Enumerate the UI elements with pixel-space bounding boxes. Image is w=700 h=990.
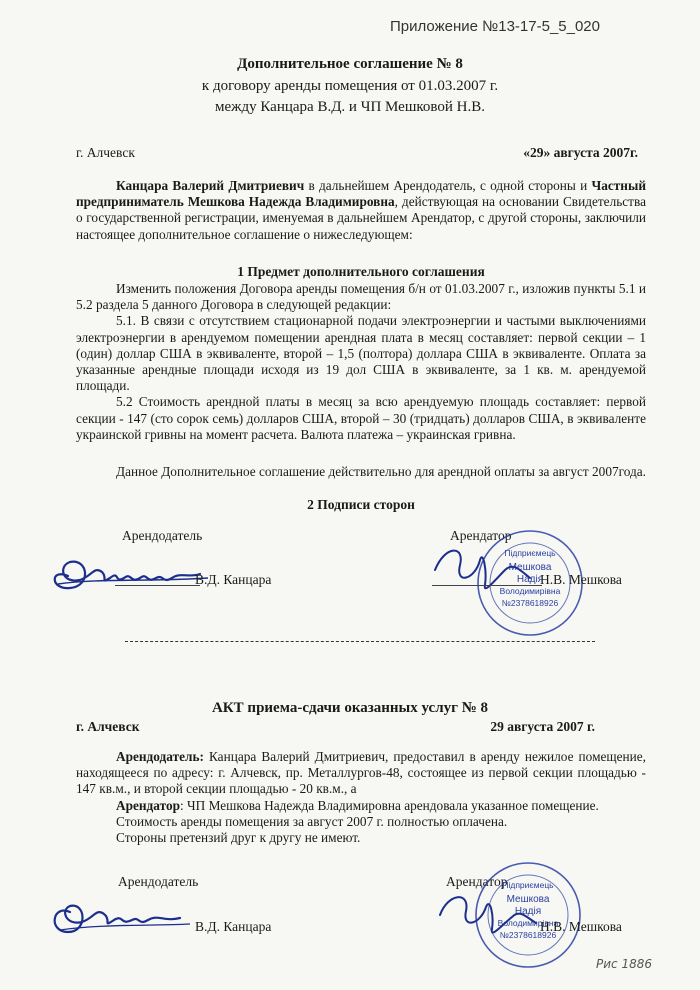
stamp2-line-2: Мешкова	[506, 894, 550, 905]
tenant-signature-1	[425, 540, 535, 600]
section-1-title: 1 Предмет дополнительного соглашения	[237, 264, 485, 279]
act-date: 29 августа 2007 г.	[490, 719, 595, 734]
act-landlord-text: Канцара Валерий Дмитриевич, предоставил в аренду нежилое помещение, находящееся по адресу: г. Алчевск, пр. Металлургов-48, состоящее из первой секции площадью - 147 кв.м., и второй секции площадью - 20 кв.м., а	[76, 749, 646, 797]
tenant-signature-2	[430, 885, 540, 945]
parties-text-1: в дальнейшем Арендодатель, с одной стороны и	[304, 178, 592, 193]
landlord-name: Канцара Валерий Дмитриевич	[116, 178, 305, 193]
section-1-body	[76, 281, 646, 443]
stamp2-line-4: Володимирівна	[497, 918, 559, 928]
act-no-claims-line: Стороны претензий друг к другу не имеют.	[116, 830, 361, 846]
landlord-signature-1	[40, 548, 210, 598]
act-tenant-text: : ЧП Мешкова Надежда Владимировна арендовала указанное помещение.	[180, 797, 599, 813]
stamp-line-4: Володимирівна	[499, 586, 561, 596]
validity-paragraph	[76, 464, 646, 480]
stamp-line-1: Підприємець	[504, 548, 556, 558]
act-body	[76, 749, 646, 846]
agreement-subtitle-1: к договору аренды помещения от 01.03.2007 г.	[201, 78, 499, 94]
stamp2-line-5: №2378618926	[499, 930, 557, 940]
landlord-label: Арендодатель	[122, 528, 203, 543]
stamp-line-3: Надія	[516, 574, 544, 585]
act-landlord-sign-name: В.Д. Канцара	[195, 919, 272, 934]
parties-paragraph	[76, 178, 646, 243]
tenant-label: Арендатор	[450, 528, 512, 543]
agreement-title: Дополнительное соглашение № 8	[237, 56, 463, 72]
paragraph-5-1: 5.1. В связи с отсутствием стационарной подачи электроэнергии и частыми выключениями электроэнергии в арендуемом помещении арендная плата в месяц составляет: первой секции – 1 (один) доллар США в эквиваленте, второй – 1,5 (полтора) доллара США в эквиваленте. Оплата за указанные арендные площади исходя из 19 дол США в эквиваленте, за 1 кв. м. арендуемой площади.	[76, 313, 646, 394]
act-tenant-label: Арендатор	[116, 797, 180, 813]
act-landlord-label: Арендодатель:	[116, 749, 204, 764]
stamp2-line-1: Підприємець	[502, 880, 554, 890]
parties-text-2: , действующая на основании Свидетельства о государственной регистрации, именуемая в дальнейшем Арендатор, с другой стороны, заключили настоящее дополнительное соглашение о нижеследующем:	[76, 194, 647, 242]
tenant-signature-line	[432, 585, 542, 586]
stamp-line-5: №2378618926	[501, 598, 559, 608]
tenant-sign-name: Н.В. Мешкова	[540, 572, 622, 587]
act-city: г. Алчевск	[76, 719, 140, 734]
agreement-subtitle-2: между Канцара В.Д. и ЧП Мешковой Н.В.	[214, 99, 486, 115]
act-tenant-sign-name: Н.В. Мешкова	[540, 919, 622, 934]
tenant-name: Частный предприниматель Мешкова Надежда Владимировна	[76, 178, 646, 210]
paragraph-1: Изменить положения Договора аренды помещения б/н от 01.03.2007 г., изложив пункты 5.1 и 5.2 раздела 5 данного Договора в следующей редакции:	[76, 281, 646, 313]
landlord-signature-line	[115, 585, 200, 586]
paragraph-validity: Данное Дополнительное соглашение действительно для арендной оплаты за август 2007года.	[116, 464, 647, 479]
agreement-date: «29» августа 2007г.	[523, 145, 638, 160]
separator-line	[125, 641, 595, 642]
agreement-city: г. Алчевск	[76, 145, 135, 160]
appendix-number: Приложение №13-17-5_5_020	[390, 18, 600, 35]
stamp-line-2: Мешкова	[508, 562, 552, 573]
stamp2-line-3: Надія	[514, 906, 542, 917]
landlord-sign-name: В.Д. Канцара	[195, 572, 272, 587]
corner-handwritten-note: Рис 1886	[596, 957, 652, 971]
act-landlord-label-sig: Арендодатель	[118, 874, 199, 889]
act-title: АКТ приема-сдачи оказанных услуг № 8	[211, 700, 489, 716]
paragraph-5-2: 5.2 Стоимость арендной платы в месяц за всю арендуемую площадь составляет: первой секции - 147 (сто сорок семь) долларов США, второй – 30 (тридцать) долларов США, в эквиваленте украинской гривны на момент расчета. Валюта платежа – украинская гривна.	[76, 394, 646, 442]
act-tenant-label-sig: Арендатор	[446, 874, 508, 889]
section-2-title: 2 Подписи сторон	[307, 497, 415, 512]
act-payment-line: Стоимость аренды помещения за август 2007 г. полностью оплачена.	[116, 813, 508, 829]
landlord-signature-2	[40, 892, 200, 942]
